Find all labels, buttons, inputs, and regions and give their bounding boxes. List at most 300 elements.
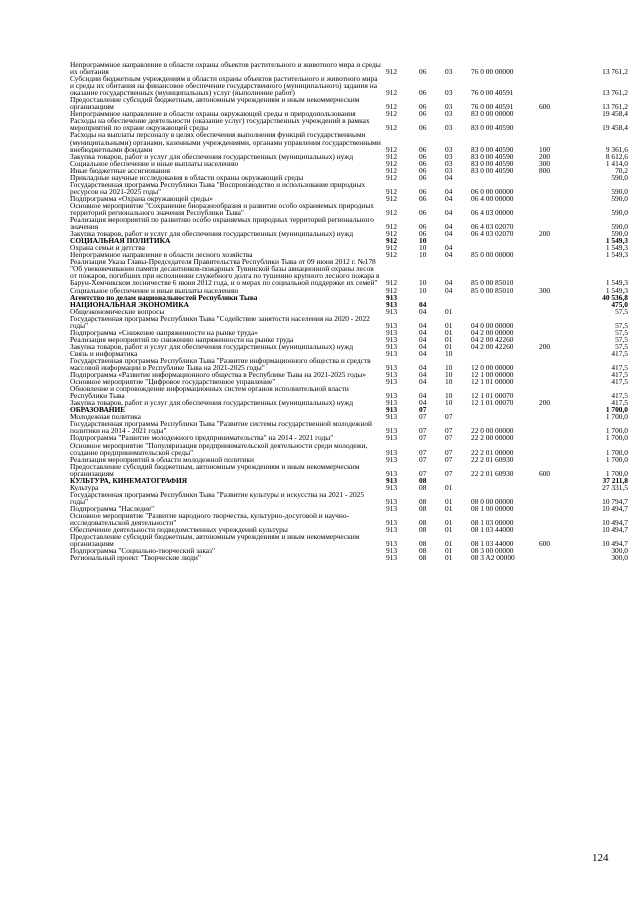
row-name: Региональный проект "Творческие люди" — [70, 553, 201, 563]
amount: 590,0 — [611, 207, 628, 217]
target-article: 22 2 01 60930 — [471, 468, 514, 478]
expense-type — [539, 181, 572, 195]
ministry-code: 913 — [386, 306, 398, 316]
expense-type — [539, 484, 572, 491]
row-name: Закупка товаров, работ и услуг для обеспечения государственных (муниципальных) нужд — [70, 229, 354, 239]
target-article: 83 0 00 00000 — [471, 109, 514, 119]
target-article: 85 0 00 85010 — [471, 278, 514, 288]
amount: 417,5 — [611, 398, 628, 408]
target-article — [471, 308, 539, 315]
table-row — [70, 96, 628, 110]
target-article: 06 4 00 00000 — [471, 193, 514, 203]
ministry-code: 912 — [386, 144, 398, 154]
row-name: Непрограммное направление в области охраны окружающей среды и природопользования — [70, 109, 356, 119]
expense-type — [539, 547, 572, 554]
ministry-code: 912 — [386, 243, 398, 253]
amount: 300,0 — [611, 553, 628, 563]
amount: 13 761,2 — [602, 88, 628, 98]
row-name: Государственная программа Республики Тыва "Содействие занятости населения на 2020 - 2022 годы" — [70, 313, 370, 330]
ministry-code: 913 — [386, 482, 398, 492]
amount: 27 331,5 — [602, 482, 628, 492]
table-row — [70, 75, 628, 96]
subsection-code: 01 — [445, 327, 453, 337]
target-article: 04 0 00 00000 — [471, 320, 514, 330]
subsection-code: 01 — [445, 320, 453, 330]
target-article — [471, 406, 539, 413]
ministry-code: 913 — [386, 363, 398, 373]
expense-type — [539, 554, 572, 561]
row-name: Государственная программа Республики Тыва "Развитие информационного общества и средств массовой информации в Республике Тыва на 2021-2025 годы" — [70, 355, 371, 373]
expense-type: 200 — [539, 151, 551, 161]
subsection-code: 03 — [445, 67, 453, 77]
target-article — [471, 294, 539, 301]
expense-type — [539, 308, 572, 315]
row-name: Расходы на обеспечение деятельности (оказание услуг) государственных учреждений в рамках мероприятий по охране окружающей среды — [70, 116, 370, 133]
expense-type — [539, 456, 572, 463]
subsection-code: 04 — [445, 229, 453, 239]
section-code: 06 — [419, 186, 427, 196]
amount: 417,5 — [611, 363, 628, 373]
subsection-code: 10 — [445, 348, 453, 358]
section-code: 08 — [419, 503, 427, 513]
section-code: 04 — [419, 334, 427, 344]
subsection-code: 04 — [445, 172, 453, 182]
ministry-code: 912 — [386, 193, 398, 203]
ministry-code: 913 — [386, 391, 398, 401]
ministry-code: 913 — [386, 292, 398, 302]
amount: 1 700,0 — [605, 405, 628, 415]
target-article: 08 3 A2 00000 — [471, 553, 515, 563]
amount: 590,0 — [611, 222, 628, 232]
table-row — [70, 61, 628, 75]
expense-type: 200 — [539, 398, 551, 408]
subsection-code: 03 — [445, 102, 453, 112]
ministry-code: 912 — [386, 207, 398, 217]
ministry-code: 912 — [386, 151, 398, 161]
section-code: 08 — [419, 539, 427, 549]
section-code: 04 — [419, 377, 427, 387]
subsection-code: 10 — [445, 377, 453, 387]
row-name: Государственная программа Республики Тыва "Развитие системы государственной молодежной политики на 2014 - 2021 годы" — [70, 419, 372, 436]
amount: 57,5 — [615, 327, 628, 337]
section-code: 06 — [419, 222, 427, 232]
amount: 1 700,0 — [605, 412, 628, 422]
ministry-code: 913 — [386, 503, 398, 513]
ministry-code: 912 — [386, 285, 398, 295]
section-code: 06 — [419, 109, 427, 119]
subsection-code: 10 — [445, 370, 453, 380]
amount: 1 700,0 — [605, 433, 628, 443]
subsection-code: 01 — [445, 334, 453, 344]
target-article: 83 0 00 40590 — [471, 151, 514, 161]
subsection-code: 01 — [445, 539, 453, 549]
subsection-code: 01 — [445, 525, 453, 535]
row-name: Иные бюджетные ассигнования — [70, 165, 171, 175]
expense-type — [539, 526, 572, 533]
row-name: Государственная программа Республики Тыва "Воспроизводство и использование природных ресурсов на 2021-2025 годы" — [70, 179, 366, 196]
target-article: 83 0 00 40590 — [471, 144, 514, 154]
table-row — [70, 554, 628, 561]
section-code: 08 — [419, 518, 427, 528]
section-code: 08 — [419, 546, 427, 556]
section-code: 07 — [419, 426, 427, 436]
section-code: 08 — [419, 475, 427, 485]
ministry-code: 912 — [386, 172, 398, 182]
target-article: 06 4 03 02070 — [471, 222, 514, 232]
expense-type: 800 — [539, 165, 551, 175]
amount: 590,0 — [611, 229, 628, 239]
amount: 10 794,7 — [602, 496, 628, 506]
expense-type — [539, 75, 572, 96]
target-article: 08 3 00 00000 — [471, 546, 514, 556]
amount: 417,5 — [611, 391, 628, 401]
section-code: 07 — [419, 454, 427, 464]
subsection-code: 04 — [445, 278, 453, 288]
target-article: 22 2 01 00000 — [471, 447, 514, 457]
expense-type — [539, 413, 572, 420]
row-name: Общеэкономические вопросы — [70, 306, 165, 316]
ministry-code: 913 — [386, 433, 398, 443]
target-article: 22 2 01 60930 — [471, 454, 514, 464]
subsection-code: 04 — [445, 222, 453, 232]
row-name: Основное мероприятие "Цифровое государственное управление" — [70, 377, 276, 387]
expense-type: 300 — [539, 158, 551, 168]
target-article: 12 0 00 00000 — [471, 363, 514, 373]
amount: 1 549,3 — [605, 236, 628, 246]
target-article: 06 4 03 00000 — [471, 207, 514, 217]
section-code: 04 — [419, 306, 427, 316]
ministry-code: 913 — [386, 327, 398, 337]
expense-type: 600 — [539, 102, 551, 112]
target-article — [471, 237, 539, 244]
row-name: Закупка товаров, работ и услуг для обеспечения государственных (муниципальных) нужд — [70, 151, 354, 161]
budget-table — [70, 61, 628, 561]
subsection-code: 03 — [445, 123, 453, 133]
ministry-code: 913 — [386, 546, 398, 556]
amount: 590,0 — [611, 193, 628, 203]
target-article: 76 0 00 40591 — [471, 102, 514, 112]
ministry-code: 913 — [386, 518, 398, 528]
expense-type — [539, 442, 572, 456]
ministry-code: 913 — [386, 370, 398, 380]
ministry-code: 913 — [386, 398, 398, 408]
subsection-code: 07 — [445, 454, 453, 464]
row-name: Подпрограмма «Снижение напряженности на рынке труда» — [70, 327, 258, 337]
amount: 300,0 — [611, 546, 628, 556]
ministry-code: 913 — [386, 475, 398, 485]
ministry-code: 913 — [386, 447, 398, 457]
table-row — [70, 420, 628, 434]
ministry-code: 913 — [386, 299, 398, 309]
row-name: Прикладные научные исследования в области охраны окружающей среды — [70, 172, 304, 182]
ministry-code: 913 — [386, 412, 398, 422]
expense-type: 200 — [539, 341, 551, 351]
section-code: 07 — [419, 468, 427, 478]
subsection-code: 03 — [445, 109, 453, 119]
amount: 475,0 — [611, 299, 628, 309]
ministry-code: 912 — [386, 229, 398, 239]
ministry-code: 912 — [386, 109, 398, 119]
target-article: 08 0 00 00000 — [471, 496, 514, 506]
amount: 10 494,7 — [602, 518, 628, 528]
table-row — [70, 343, 628, 350]
row-name: Подпрограмма "Социально-творческий заказ" — [70, 546, 216, 556]
ministry-code: 913 — [386, 426, 398, 436]
target-article — [471, 350, 539, 357]
target-article: 12 1 01 00070 — [471, 398, 514, 408]
row-name: СОЦИАЛЬНАЯ ПОЛИТИКА — [70, 236, 171, 246]
ministry-code: 912 — [386, 236, 398, 246]
subsection-code: 07 — [445, 433, 453, 443]
amount: 1 549,3 — [605, 243, 628, 253]
table-row — [70, 131, 628, 152]
target-article: 04 2 00 42260 — [471, 334, 514, 344]
expense-type: 200 — [539, 229, 551, 239]
ministry-code: 913 — [386, 377, 398, 387]
subsection-code: 07 — [445, 447, 453, 457]
table-row — [70, 237, 628, 244]
subsection-code: 10 — [445, 363, 453, 373]
table-row — [70, 491, 628, 505]
expense-type — [539, 251, 572, 258]
target-article: 76 0 00 40591 — [471, 88, 514, 98]
expense-type — [539, 477, 572, 484]
subsection-code: 03 — [445, 144, 453, 154]
expense-type — [539, 406, 572, 413]
amount: 13 761,2 — [602, 67, 628, 77]
subsection-code: 01 — [445, 553, 453, 563]
expense-type: 100 — [539, 144, 551, 154]
row-name: Предоставление субсидий бюджетным, автономным учреждениям и иным некоммерческим организациям — [70, 461, 360, 478]
amount: 417,5 — [611, 377, 628, 387]
ministry-code: 913 — [386, 334, 398, 344]
page-number: 124 — [592, 852, 609, 864]
section-code: 06 — [419, 88, 427, 98]
target-article — [471, 484, 539, 491]
amount: 1 700,0 — [605, 468, 628, 478]
ministry-code: 913 — [386, 496, 398, 506]
section-code: 06 — [419, 229, 427, 239]
amount: 10 494,7 — [602, 525, 628, 535]
expense-type — [539, 315, 572, 329]
amount: 1 414,0 — [605, 158, 628, 168]
target-article: 85 0 00 85010 — [471, 285, 514, 295]
amount: 1 549,3 — [605, 250, 628, 260]
expense-type — [539, 244, 572, 251]
section-code: 04 — [419, 341, 427, 351]
subsection-code: 04 — [445, 250, 453, 260]
amount: 590,0 — [611, 172, 628, 182]
row-name: НАЦИОНАЛЬНАЯ ЭКОНОМИКА — [70, 299, 189, 309]
amount: 57,5 — [615, 306, 628, 316]
table-row — [70, 315, 628, 329]
amount: 57,5 — [615, 320, 628, 330]
expense-type — [539, 420, 572, 434]
row-name: Субсидии бюджетным учреждениям в области охраны объектов растительного и животного мира и среды их обитания на финансовое обеспечение государственного (муниципального) задания на оказание государственных (муниципальных) услуг (выполнение работ) — [70, 74, 378, 98]
ministry-code: 913 — [386, 405, 398, 415]
table-row — [70, 216, 628, 230]
target-article — [471, 174, 539, 181]
amount: 37 211,8 — [602, 475, 628, 485]
row-name: Подпрограмма «Охрана окружающей среды» — [70, 193, 213, 203]
ministry-code: 913 — [386, 454, 398, 464]
subsection-code: 07 — [445, 412, 453, 422]
expense-type — [539, 350, 572, 357]
amount: 1 700,0 — [605, 447, 628, 457]
section-code: 10 — [419, 285, 427, 295]
table-row — [70, 181, 628, 195]
subsection-code: 03 — [445, 88, 453, 98]
section-code: 04 — [419, 348, 427, 358]
section-code: 04 — [419, 320, 427, 330]
row-name: Государственная программа Республики Тыва "Развитие культуры и искусства на 2021 - 2025 годы" — [70, 489, 365, 506]
section-code: 06 — [419, 144, 427, 154]
target-article: 83 0 00 40590 — [471, 123, 514, 133]
subsection-code: 03 — [445, 165, 453, 175]
ministry-code: 913 — [386, 348, 398, 358]
expense-type — [539, 357, 572, 371]
expense-type — [539, 202, 572, 216]
section-code: 06 — [419, 207, 427, 217]
table-row — [70, 202, 628, 216]
section-code: 06 — [419, 67, 427, 77]
amount: 590,0 — [611, 186, 628, 196]
ministry-code: 912 — [386, 158, 398, 168]
amount: 1 549,3 — [605, 285, 628, 295]
amount: 1 700,0 — [605, 454, 628, 464]
row-name: Культура — [70, 482, 99, 492]
subsection-code: 01 — [445, 503, 453, 513]
row-name: Предоставление субсидий бюджетным, автономным учреждениям и иным некоммерческим организациям — [70, 532, 360, 549]
subsection-code: 04 — [445, 285, 453, 295]
section-code: 10 — [419, 250, 427, 260]
row-name: Реализация мероприятий в области молодежной политики — [70, 454, 254, 464]
expense-type — [539, 258, 572, 286]
target-article: 76 0 00 00000 — [471, 67, 514, 77]
ministry-code: 913 — [386, 320, 398, 330]
target-article: 12 1 00 00000 — [471, 370, 514, 380]
row-name: Связь и информатика — [70, 348, 138, 358]
section-code: 07 — [419, 412, 427, 422]
target-article — [471, 477, 539, 484]
row-name: Основное мероприятие "Развитие народного творчества, культурно-досуговой и научно-исследовательской деятельности" — [70, 511, 349, 528]
subsection-code: 01 — [445, 496, 453, 506]
target-article: 08 1 03 00000 — [471, 518, 514, 528]
section-code: 06 — [419, 158, 427, 168]
target-article: 22 2 00 00000 — [471, 433, 514, 443]
subsection-code: 01 — [445, 518, 453, 528]
row-name: Подпрограмма "Наследие" — [70, 503, 155, 513]
row-name: ОБРАЗОВАНИЕ — [70, 405, 126, 415]
subsection-code: 04 — [445, 193, 453, 203]
target-article: 04 2 00 00000 — [471, 327, 514, 337]
section-code: 10 — [419, 278, 427, 288]
row-name: Реализация мероприятий по развитию особо охраняемых природных территорий регионального значения — [70, 215, 374, 232]
row-name: Основное мероприятие "Популяризация предпринимательской деятельности среди молодежи, создание предпринимательской среды" — [70, 440, 368, 457]
target-article: 12 1 01 00000 — [471, 377, 514, 387]
amount: 1 700,0 — [605, 426, 628, 436]
row-name: Подпрограмма «Развитие информационного общества в Республике Тыва на 2021-2025 годы» — [70, 370, 366, 380]
row-name: Закупка товаров, работ и услуг для обеспечения государственных (муниципальных) нужд — [70, 398, 354, 408]
expense-type — [539, 385, 572, 399]
section-code: 10 — [419, 236, 427, 246]
expense-type — [539, 491, 572, 505]
ministry-code: 913 — [386, 341, 398, 351]
section-code: 04 — [419, 327, 427, 337]
amount: 13 761,2 — [602, 102, 628, 112]
subsection-code — [445, 294, 471, 301]
expense-type — [539, 174, 572, 181]
amount: 40 536,8 — [602, 292, 628, 302]
row-name: Агентство по делам национальностей Республики Тыва — [70, 292, 258, 302]
subsection-code: 03 — [445, 158, 453, 168]
subsection-code: 07 — [445, 426, 453, 436]
section-code: 07 — [419, 405, 427, 415]
table-row — [70, 399, 628, 406]
table-row — [70, 463, 628, 477]
expense-type — [539, 237, 572, 244]
ministry-code: 912 — [386, 278, 398, 288]
amount: 57,5 — [615, 341, 628, 351]
subsection-code: 07 — [445, 468, 453, 478]
ministry-code: 913 — [386, 468, 398, 478]
amount: 57,5 — [615, 334, 628, 344]
subsection-code: 01 — [445, 306, 453, 316]
subsection-code: 04 — [445, 186, 453, 196]
row-name: Реализация мероприятий по снижению напряженности на рынке труда — [70, 334, 294, 344]
expense-type: 300 — [539, 285, 551, 295]
table-row — [70, 117, 628, 131]
target-article: 83 0 00 40590 — [471, 158, 514, 168]
section-code: 06 — [419, 151, 427, 161]
ministry-code: 913 — [386, 553, 398, 563]
expense-type — [539, 110, 572, 117]
section-code: 06 — [419, 165, 427, 175]
subsection-code: 10 — [445, 391, 453, 401]
section-code: 04 — [419, 299, 427, 309]
amount: 8 612,6 — [605, 151, 628, 161]
row-name: Непрограммное направление в области лесного хозяйства — [70, 250, 253, 260]
budget-table-container — [70, 60, 628, 563]
expense-type — [539, 195, 572, 202]
target-article: 06 4 03 02070 — [471, 229, 514, 239]
expense-type — [539, 61, 572, 75]
target-article: 12 1 01 00070 — [471, 391, 514, 401]
amount: 70,2 — [615, 165, 628, 175]
ministry-code: 912 — [386, 67, 398, 77]
table-row — [70, 385, 628, 399]
ministry-code: 912 — [386, 222, 398, 232]
row-name: Реализация Указа Главы-Председателя Правительства Республики Тыва от 09 июня 2012 г. №178 "Об увековечивании памяти десантников-пожарных Тувинской базы авиационной охраны лесов от пожаров, погибших при исполнении служебного долга по тушению крупного лесного пожара в Барун-Хемчикском лесничестве 6 июня 2012 года, и о мерах по социальной поддержке их семей" — [70, 257, 380, 288]
target-article: 83 0 00 40590 — [471, 165, 514, 175]
table-row — [70, 442, 628, 456]
ministry-code: 912 — [386, 186, 398, 196]
table-row — [70, 477, 628, 484]
table-row — [70, 533, 628, 547]
target-article: 08 1 03 44000 — [471, 525, 514, 535]
subsection-code: 01 — [445, 341, 453, 351]
section-code: 04 — [419, 391, 427, 401]
row-name: Непрограммное направление в области охраны объектов растительного и животного мира и среды их обитания — [70, 60, 381, 77]
row-name: Расходы на выплаты персоналу в целях обеспечения выполнения функций государственными (муниципальными) органами, казенными учреждениями, органами управления государственными внебюджетными фондами — [70, 130, 381, 154]
section-code: 04 — [419, 398, 427, 408]
subsection-code: 03 — [445, 151, 453, 161]
table-row — [70, 406, 628, 413]
subsection-code: 01 — [445, 546, 453, 556]
table-row — [70, 258, 628, 286]
expense-type — [539, 505, 572, 512]
amount: 417,5 — [611, 370, 628, 380]
